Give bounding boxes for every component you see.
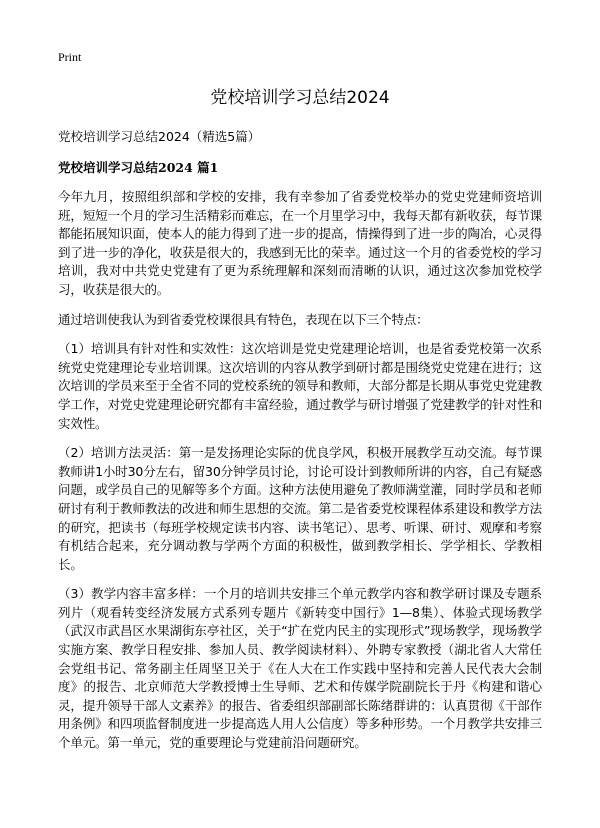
paragraph-features-lead: 通过培训使我认为到省委党校课很具有特色，表现在以下三个特点： [58, 311, 429, 327]
document-subtitle: 党校培训学习总结2024（精选5篇） [58, 129, 261, 144]
page-title: 党校培训学习总结2024 [210, 88, 390, 108]
paragraph-point-3: （3）教学内容丰富多样：一个月的培训共安排三个单元教学内容和教学研讨课及专题系列片（观看转变经济发展方式系列专题片《新转变中国行》1—8集）、体验式现场教学（武汉市武昌区水果湖街东亭社区，关于“扩在党内民主的实现形式”现场教学，现场教学实施方案、教学日程安排、参加人员、教学阅读材料）、外聘专家教授（湖北省人大常任会党组书记、常务副主任周坚卫关于《在人大在工作实践中坚持和完善人民代表大会制度》的报告、北京师范大学教授博士生导师、艺术和传媒学院副院长于丹《构建和谐心灵，提升领导干部人文素养》的报告、省委组织部副部长陈绪群讲的：认真贯彻《干部作用条例》和四项监督制度进一步提高选人用人公信度）等多种形势。一个月教学共安排三个单元。第一单元，党的重要理论与党建前沿问题研究。 [58, 586, 542, 751]
print-link[interactable]: Print [58, 50, 82, 64]
paragraph-intro: 今年九月，按照组织部和学校的安排，我有幸参加了省委党校举办的党史党建师资培训班，短短一个月的学习生活精彩而难忘，在一个月里学习中，我每天都有新收获，每节课都能拓展知识面，使本人的能力得到了进一步的提高，情操得到了进一步的陶冶，心灵得到了进一步的净化，收获是很大的，我感到无比的荣幸。通过这一个月的省委党校的学习培训，我对中共党史党建有了更为系统理解和深刻而清晰的认识，通过这次参加党校学习，收获是很大的。 [58, 189, 542, 297]
paragraph-point-2: （2）培训方法灵活：第一是发扬理论实际的优良学风，积极开展教学互动交流。每节课教师讲1小时30分左右，留30分钟学员讨论，讨论可设计到教师所讲的内容，自己有疑惑问题，或学员自己的见解等多个方面。这种方法使用避免了教师满堂灌，同时学员和老师研讨有利于教师教法的改进和师生思想的交流。第二是省委党校课程体系建设和教学方法的研究，把读书（每班学校规定读书内容、读书笔记）、思考、听课、研讨、观摩和考察有机结合起来，充分调动教与学两个方面的积极性，做到教学相长、学学相长、学教相长。 [58, 445, 542, 572]
paragraph-point-1: （1）培训具有针对性和实效性：这次培训是党史党建理论培训，也是省委党校第一次系统党史党建理论专业培训课。这次培训的内容从教学到研讨都是围绕党史党建在进行；这次培训的学员来至于全省不同的党校系统的领导和教师，大部分都是长期从事党史党建教学工作，对党史党建理论研究都有丰富经验，通过教学与研讨增强了党建教学的针对性和实效性。 [58, 341, 542, 431]
section-heading: 党校培训学习总结2024 篇1 [58, 160, 219, 175]
